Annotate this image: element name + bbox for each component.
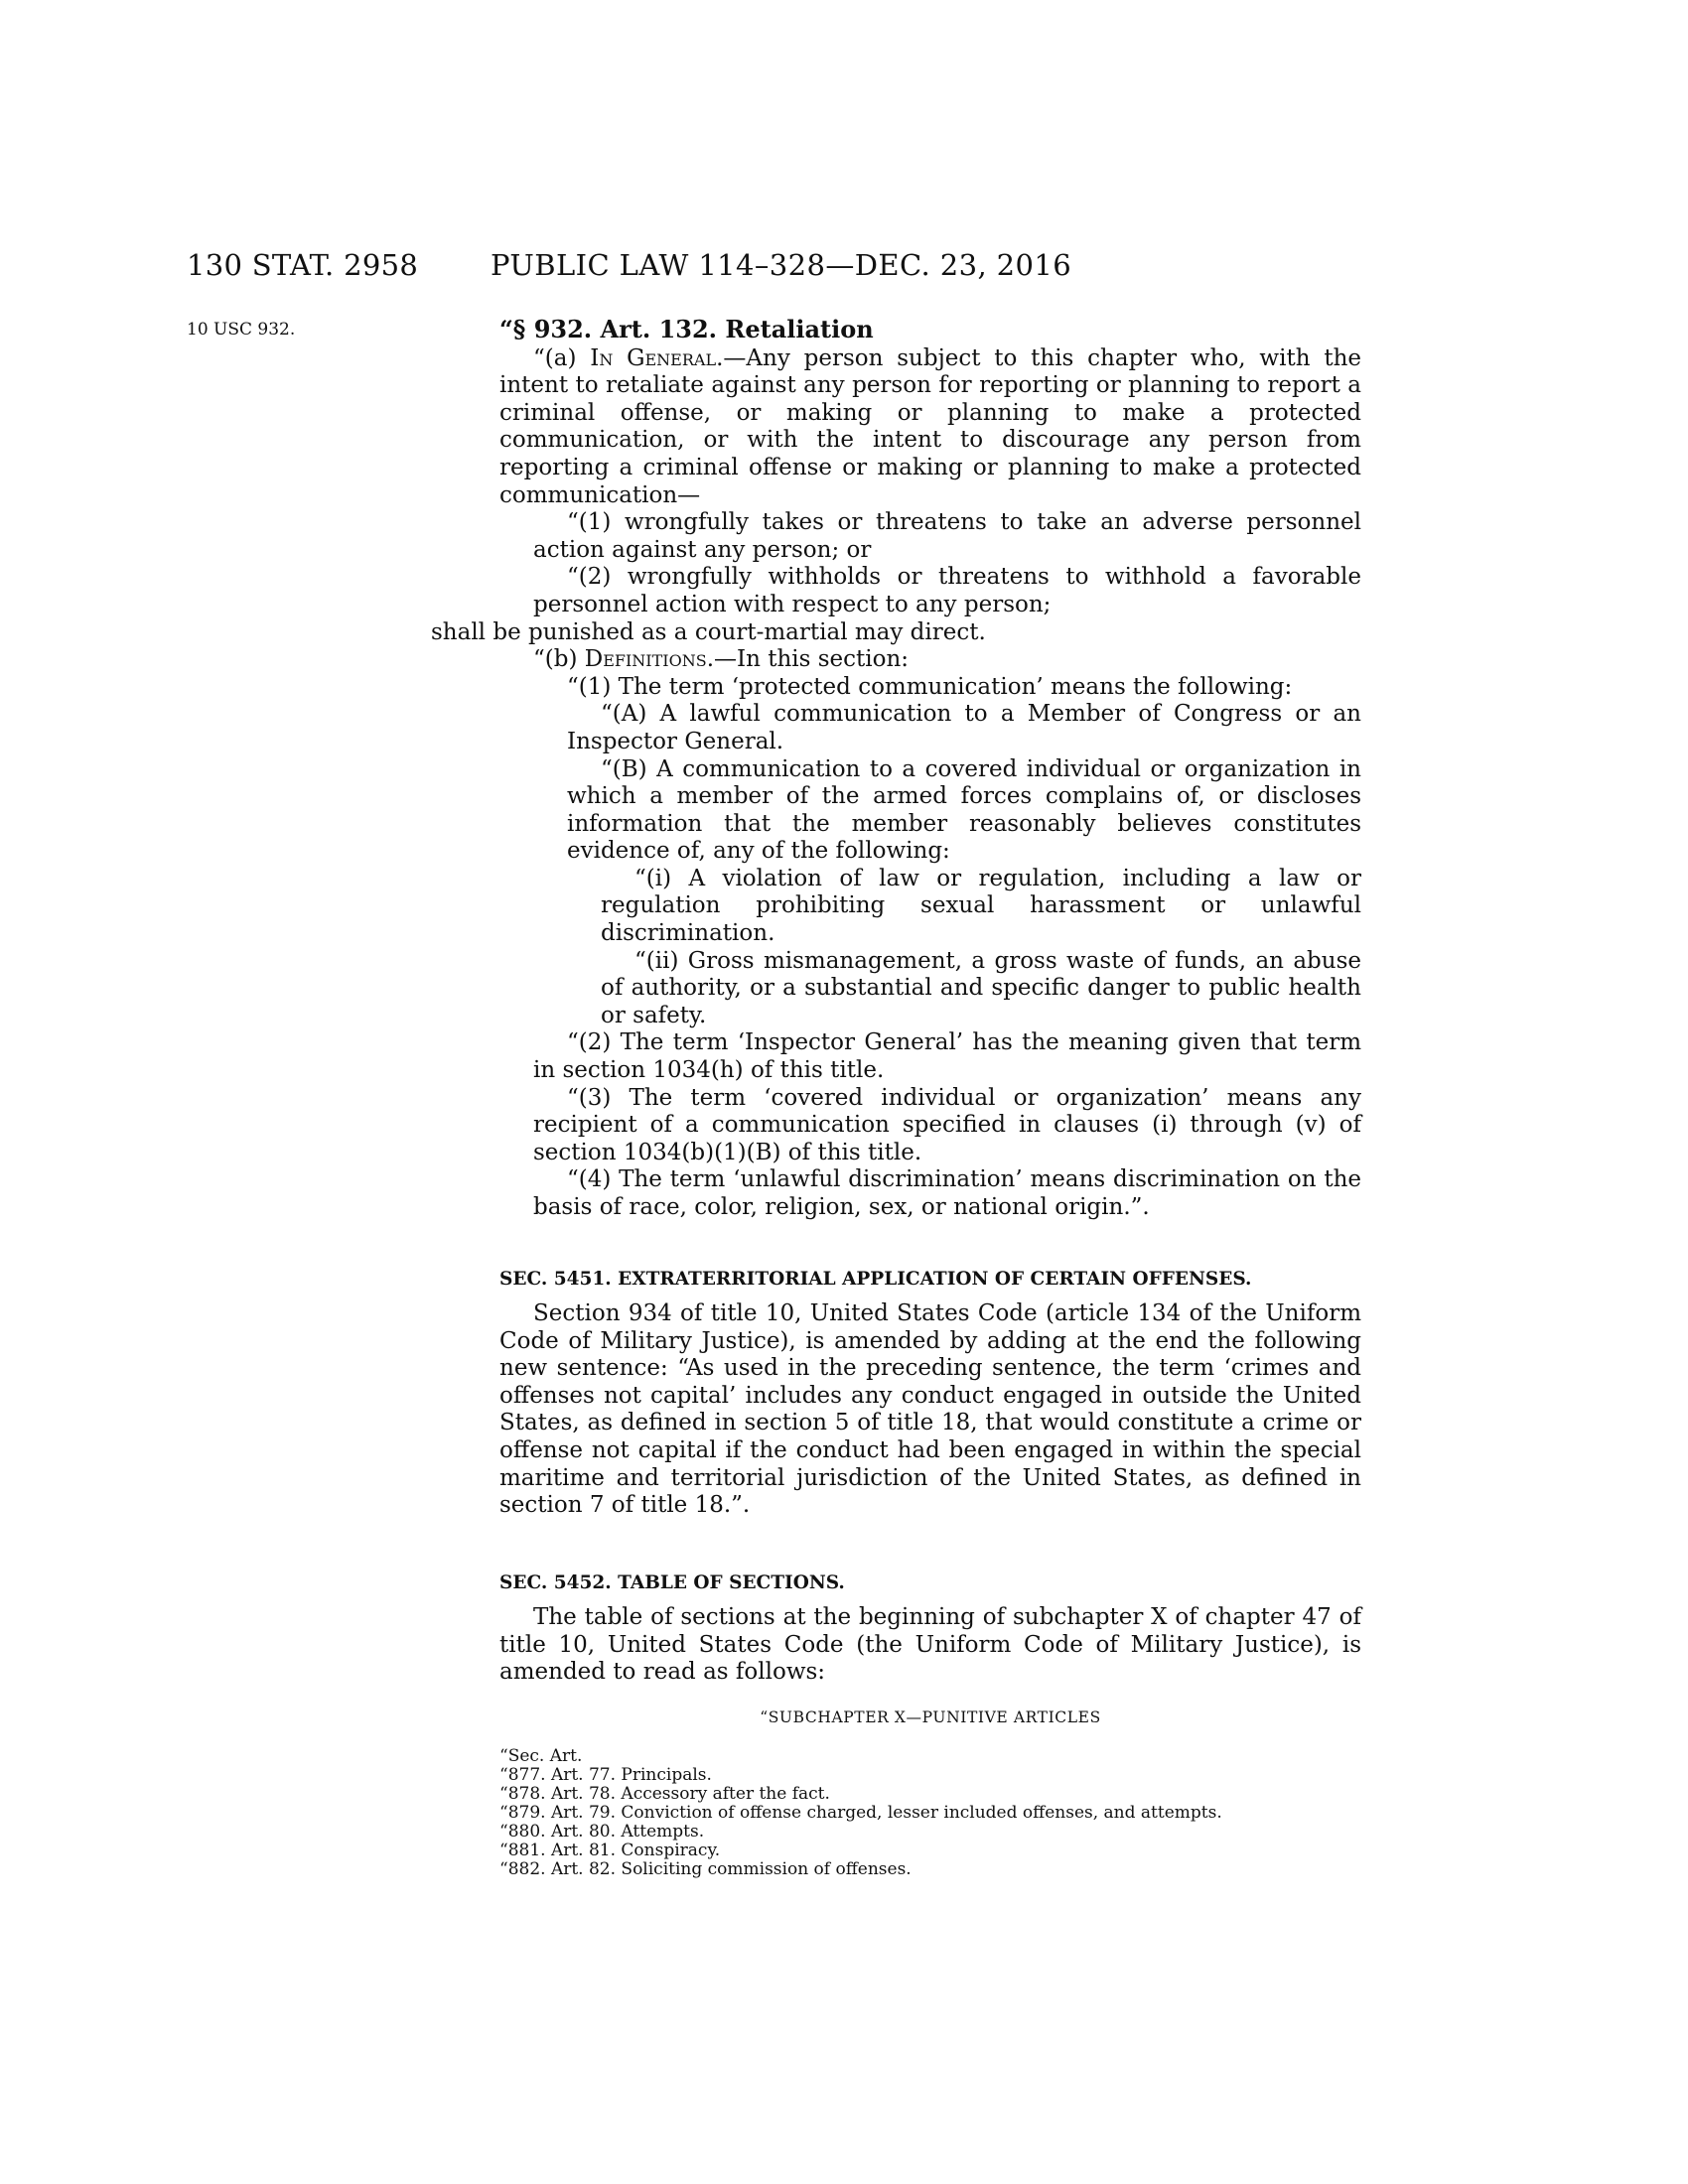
subsection-b-caption: Definitions (584, 646, 707, 673)
toc-line: “877. Art. 77. Principals. (499, 1765, 712, 1786)
running-header-title: PUBLIC LAW 114–328—DEC. 23, 2016 (491, 248, 1072, 282)
definition-1-B-ii: “(ii) Gross mismanagement, a gross waste of funds, an abuse of authority, or a substantial and specific danger to public health or safety. (601, 947, 1361, 1028)
definition-1: “(1) The term ‘protected communication’ means the following: (567, 673, 1293, 700)
paragraph-a2: “(2) wrongfully withholds or threatens to withhold a favorable personnel action with respect to any person; (533, 564, 1361, 617)
definition-4: “(4) The term ‘unlawful discrimination’ means discrimination on the basis of race, color, religion, sex, or national origin.”. (533, 1166, 1361, 1220)
subsection-b (499, 646, 1361, 674)
toc-line: “879. Art. 79. Conviction of offense charged, lesser included offenses, and attempts. (499, 1803, 1222, 1824)
subsection-a (499, 345, 1361, 510)
subsection-a-lead: “(a) (533, 344, 591, 371)
subsection-a-caption: In General (590, 344, 717, 371)
definition-1-A: “(A) A lawful communication to a Member of Congress or an Inspector General. (567, 701, 1361, 754)
toc-line: “882. Art. 82. Soliciting commission of offenses. (499, 1859, 912, 1880)
section-932 (431, 315, 1362, 1222)
definition-1-B: “(B) A communication to a covered individual or organization in which a member of the armed forces complains of, or discloses information that the member reasonably believes constitutes evidence of, any of the following: (567, 755, 1361, 865)
definition-1-B-i: “(i) A violation of law or regulation, including a law or regulation prohibiting sexual harassment or unlawful discrimination. (601, 865, 1361, 947)
subsection-b-text: .—In this section: (706, 646, 910, 673)
statute-page-number: 130 STAT. 2958 (187, 248, 419, 282)
definition-3: “(3) The term ‘covered individual or organization’ means any recipient of a communication specified in clauses (i) through (v) of section 1034(b)(1)(B) of this title. (533, 1084, 1361, 1165)
subsection-a-text: .—Any person subject to this chapter who, with the intent to retaliate against any person for reporting or planning to report a criminal offense, or making or planning to make a protected communication, or with the intent to discourage any person from reporting a criminal offense or making or planning to make a protected communication— (499, 344, 1362, 508)
subchapter-title: “SUBCHAPTER X—PUNITIVE ARTICLES (760, 1707, 1101, 1726)
section-5451-heading: SEC. 5451. EXTRATERRITORIAL APPLICATION OF CERTAIN OFFENSES. (499, 1269, 1252, 1290)
margin-citation: 10 USC 932. (187, 320, 296, 340)
section-5451 (499, 1269, 1361, 1520)
table-of-sections (499, 1747, 1361, 1879)
section-5452 (499, 1572, 1361, 1879)
section-5451-text: Section 934 of title 10, United States Code (article 134 of the Uniform Code of Military Justice), is amended by adding at the end the following new sentence: “As used in the preceding sentence, the term ‘crimes and offenses not capital’ includes any conduct engaged in outside the United States, as defined in section 5 of title 18, that would constitute a crime or offense not capital if the conduct had been engaged in within the special maritime and territorial jurisdiction of the United States, as defined in section 7 of title 18.”. (499, 1300, 1361, 1519)
section-5452-text: The table of sections at the beginning of subchapter X of chapter 47 of title 10, United States Code (the Uniform Code of Military Justice), is amended to read as follows: (499, 1604, 1361, 1686)
paragraph-a1: “(1) wrongfully takes or threatens to take an adverse personnel action against any person; or (533, 509, 1361, 563)
toc-line: “881. Art. 81. Conspiracy. (499, 1841, 721, 1861)
section-932-heading: “§ 932. Art. 132. Retaliation (499, 315, 874, 343)
toc-line: “878. Art. 78. Accessory after the fact. (499, 1784, 830, 1805)
definition-2: “(2) The term ‘Inspector General’ has the meaning given that term in section 1034(h) of this title. (533, 1029, 1361, 1084)
toc-line: “Sec. Art. (499, 1746, 583, 1767)
toc-line: “880. Art. 80. Attempts. (499, 1822, 705, 1843)
section-5452-heading: SEC. 5452. TABLE OF SECTIONS. (499, 1572, 845, 1593)
subsection-b-lead: “(b) (533, 646, 585, 673)
subsection-a-closing: shall be punished as a court-martial may direct. (431, 618, 986, 645)
